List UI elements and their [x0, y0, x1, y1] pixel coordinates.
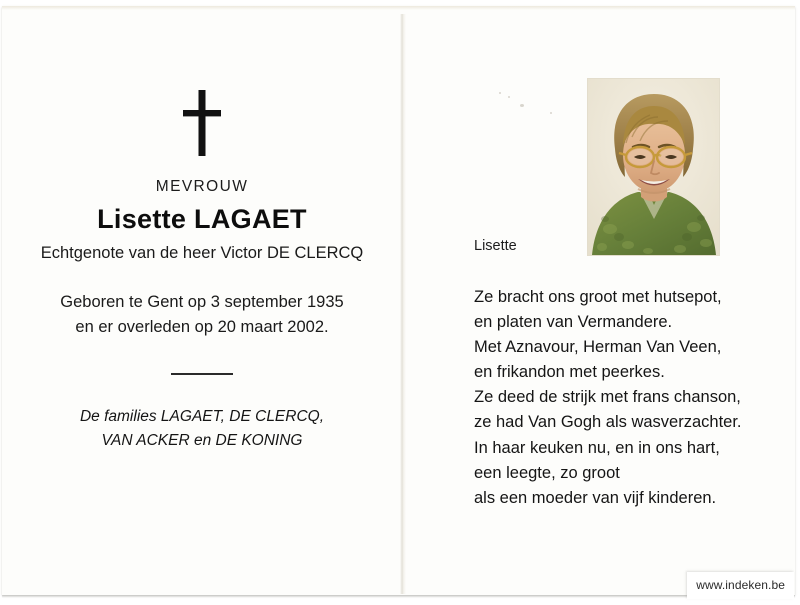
- life-dates: [4, 290, 400, 340]
- families-line: De families LAGAET, DE CLERCQ,: [79, 408, 325, 425]
- poem-line: als een moeder van vijf kinderen.: [474, 488, 717, 507]
- poem-line: In haar keuken nu, en in ons hart,: [474, 438, 720, 457]
- poem-line: en frikandon met peerkes.: [474, 363, 665, 382]
- photo-caption: Lisette: [474, 238, 517, 254]
- families-block: [4, 405, 400, 453]
- death-line: en er overleden op 20 maart 2002.: [75, 318, 329, 336]
- salutation: MEVROUW: [155, 178, 249, 195]
- poem-line: en platen van Vermandere.: [474, 313, 673, 332]
- poem-line: Ze bracht ons groot met hutsepot,: [474, 288, 722, 306]
- birth-line: Geboren te Gent op 3 september 1935: [60, 293, 344, 311]
- spouse-line: Echtgenote van de heer Victor DE CLERCQ: [40, 244, 364, 262]
- latin-cross-icon: [4, 90, 400, 160]
- card-right-panel: [406, 12, 797, 601]
- poem-line: Met Aznavour, Herman Van Veen,: [474, 338, 722, 357]
- memorial-poem: [474, 285, 794, 511]
- poem-line: Ze deed de strijk met frans chanson,: [474, 388, 741, 407]
- deceased-name: Lisette LAGAET: [97, 204, 307, 234]
- poem-line: een leegte, zo groot: [474, 463, 620, 482]
- card-left-panel: [4, 12, 400, 601]
- poem-line: ze had Van Gogh als wasverzachter.: [474, 413, 742, 432]
- source-watermark: www.indeken.be: [687, 572, 794, 599]
- memorial-card: [2, 6, 795, 595]
- divider-rule: [171, 373, 233, 375]
- portrait-photo: [587, 78, 720, 256]
- families-line: VAN ACKER en DE KONING: [101, 432, 303, 449]
